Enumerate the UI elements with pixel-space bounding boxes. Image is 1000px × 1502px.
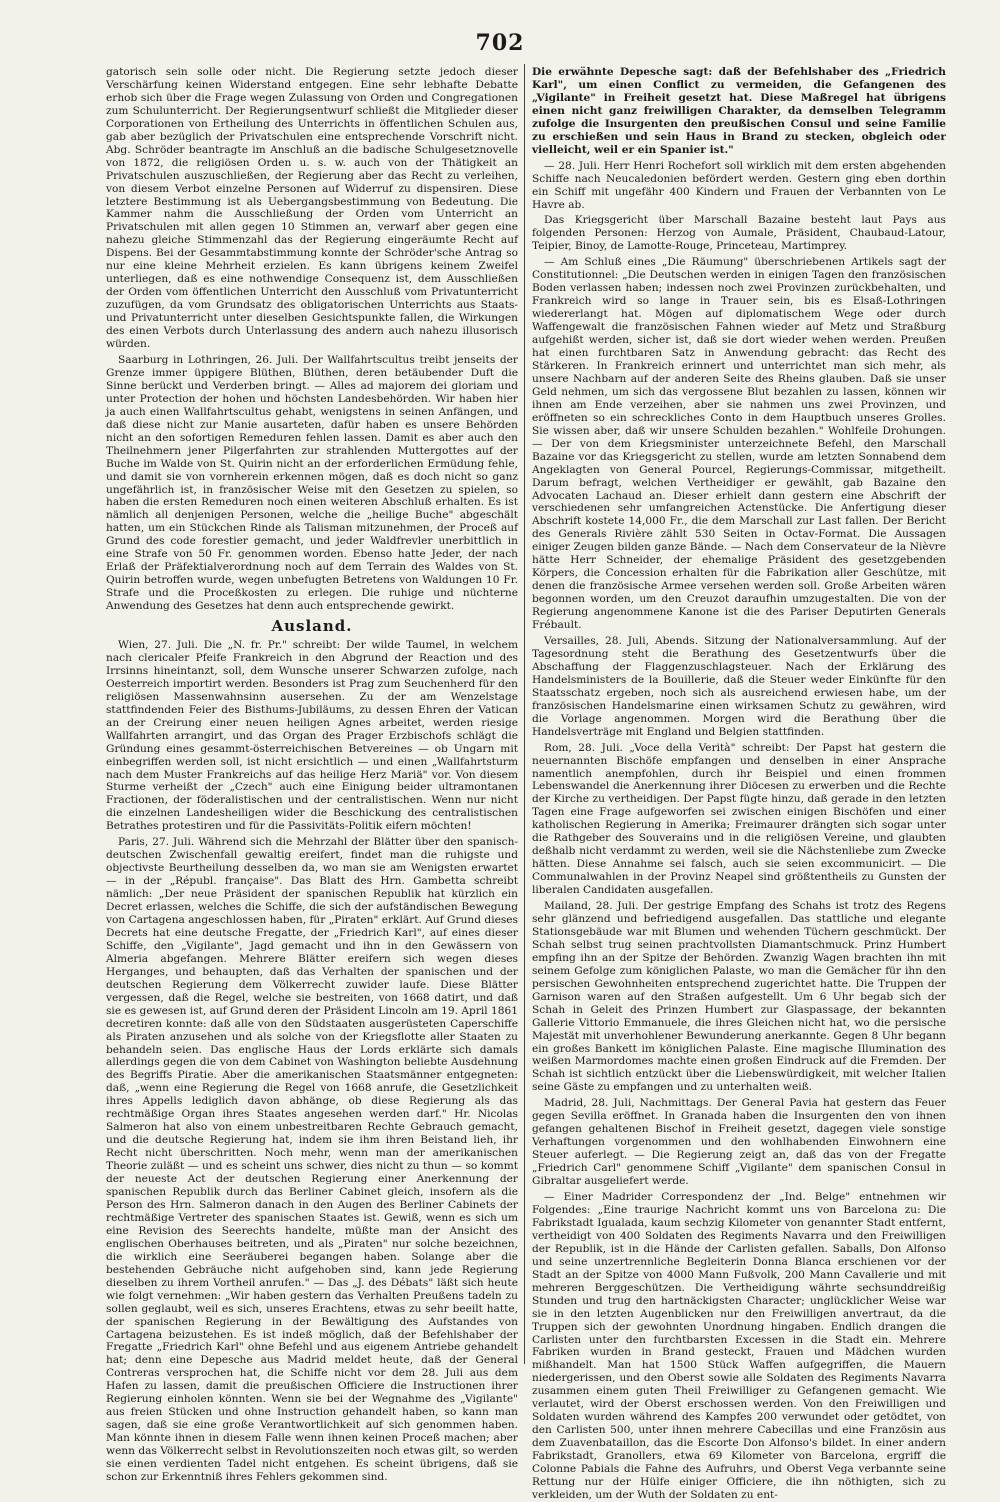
article-paragraph: Die erwähnte Depesche sagt: daß der Befehlshaber des „Friedrich Karl", um einen Conflict zu vermeiden, die Gefangenen des „Vigilante" in Freiheit gesetzt hat. Diese Maßregel hat übrigens einen nicht ganz freiwilligen Charakter, da demselben Telegramm zufolge die Insurgenten den preußischen Consul und seine Familie zu erschießen und sein Haus in Brand zu stecken, obgleich oder vielleicht, weil er ein Spanier ist.": [532, 66, 946, 156]
left-column: [106, 66, 518, 1483]
article-paragraph: gatorisch sein solle oder nicht. Die Regierung setzte jedoch dieser Verschärfung keinen Widerstand entgegen. Eine sehr lebhafte Debatte erhob sich über die Frage wegen Zulassung von Orden und Congregationen zum Schulunterricht. Der Regierungsentwurf schließt die Mitglieder dieser Corporationen von Ertheilung des Unterrichts in öffentlichen Schulen aus, gab aber bezüglich der Privatschulen eine entsprechende Vorschrift nicht. Abg. Schröder beantragte im Anschluß an die badische Schulgesetznovelle von 1872, die religiösen Orden u. s. w. auch von der Thätigkeit an Privatschulen auszuschließen, der Regierung aber das Recht zu verleihen, von diesem Verbot einzelne Personen auf Widerruf zu dispensiren. Diese letztere Bestimmung ist als Uebergangsbestimmung von Bedeutung. Die Kammer nahm die Ausschließung der Orden vom Unterricht an Privatschulen mit allen gegen 10 Stimmen an, verwarf aber gegen eine nahezu gleiche Stimmenzahl das der Regierung eingeräumte Recht auf Dispens. Bei der Gesammtabstimmung konnte der Schröder'sche Antrag so nur eine kleine Mehrheit erzielen. Es kann übrigens keinem Zweifel unterliegen, daß es eine nothwendige Consequenz ist, dem Ausschließen der Orden vom öffentlichen Unterricht den Ausschluß vom Privatunterricht zuzufügen, da vom Grundsatz des obligatorischen Unterrichts aus Staats- und Privatunterricht unter dieselben Gesichtspunkte fallen, die Wirkungen des einen Verbots durch Unterlassung des andern auch nahezu illusorisch würden.: [106, 66, 518, 351]
page-number: 702: [475, 30, 525, 56]
article-paragraph: Paris, 27. Juli. Während sich die Mehrzahl der Blätter über den spanisch-deutschen Zwischenfall gewaltig ereifert, findet man die ruhigste und objectivste Beurtheilung desselben da, wo man sie am Wenigsten erwartet — in der „Républ. française". Das Blatt des Hrn. Gambetta schreibt nämlich: „Der neue Präsident der spanischen Republik hat kürzlich ein Decret erlassen, welches die Schiffe, die sich der aufständischen Bewegung von Cartagena angeschlossen haben, für „Piraten" erklärt. Auf Grund dieses Decrets hat eine deutsche Fregatte, der „Friedrich Karl", auf eines dieser Schiffe, den „Vigilante", Jagd gemacht und ihn in den Gewässern von Almeria abgefangen. Mehrere Blätter ereifern sich wegen dieses Herganges, und behaupten, daß das Verhalten der spanischen und der deutschen Regierung dem Völkerrecht zuwider laufe. Diese Blätter vergessen, daß die Regel, welche sie bestreiten, von 1668 datirt, und daß sie es gewesen ist, auf Grund deren der Präsident Lincoln am 19. April 1861 decretiren konnte: daß alle von den Südstaaten ausgerüsteten Caperschiffe als Piraten anzusehen und als solche von der Kriegsflotte aller Staaten zu behandeln seien. Das englische Haus der Lords erklärte sich damals allerdings gegen die von dem Cabinet von Washington beliebte Ausdehnung des Begriffs Piratie. Aber die amerikanischen Staatsmänner entgegneten: daß, „wenn eine Regierung die Regel von 1668 anrufe, die Gesetzlichkeit ihres Appells lediglich davon abhänge, ob diese Regierung als das rechtmäßige Organ ihres Staates angesehen werden darf." Hr. Nicolas Salmeron hat also von einem unbestreitbaren Rechte Gebrauch gemacht, und die deutsche Regierung hat, indem sie ihm ihren Beistand lieh, ihr Recht nicht überschritten. Noch mehr, wenn man der amerikanischen Theorie zuläßt — und es scheint uns schwer, dies nicht zu thun — so kommt der neueste Act der deutschen Regierung einer Anerkennung der spanischen Republik durch das Berliner Cabinet gleich, insofern als die Person des Hrn. Salmeron danach in den Augen des Berliner Cabinets der rechtmäßige Vertreter des spanischen Staates ist. Gewiß, wenn es sich um eine Revision des Seerechts handelte, müßte man der Ansicht des englischen Oberhauses beitreten, und als „Piraten" nur solche bezeichnen, die wirklich eine Seeräuberei begangen haben. Solange aber die bestehenden Gebräuche nicht aufgehoben sind, kann jede Regierung dieselben zu ihrem Vortheil anrufen." — Das „J. des Débats" läßt sich heute wie folgt vernehmen: „Wir haben gestern das Verhalten Preußens tadeln zu sollen geglaubt, weil es sich, unseres Erachtens, etwas zu sehr beeilt hatte, der spanischen Regierung in der Bewältigung des Aufstandes von Cartagena beizustehen. Es ist indeß möglich, daß der Befehlshaber der Fregatte „Friedrich Karl" ohne Befehl und aus eigenem Antriebe gehandelt hat; denn eine Depesche aus Madrid meldet heute, daß der General Contreras versprochen hat, die Schiffe nicht vor dem 28. Juli aus dem Hafen zu lassen, damit die preußischen Officiere die Instructionen ihrer Regierung einholen könnten. Wenn sie bei der Wegnahme des „Vigilante" aus freien Stücken und ohne Instruction gehandelt haben, so kann man sagen, daß sie eine große Verantwortlichkeit auf sich genommen haben. Man könnte ihnen in diesem Falle wenn ihnen keinen Proceß machen; aber wenn das Völkerrecht selbst in Revolutionszeiten noch etwas gilt, so werden sie einen verdienten Tadel nicht entgehen. Es scheint übrigens, daß sie schon zur Erkenntniß ihres Fehlers gekommen sind.: [106, 836, 518, 1483]
article-paragraph: Das Kriegsgericht über Marschall Bazaine besteht laut Pays aus folgenden Personen: Herzog von Aumale, Präsident, Chaubaud-Latour, Teipier, Binoy, de Lamotte-Rouge, Princeteau, Martimprey.: [532, 214, 946, 253]
article-paragraph: — Einer Madrider Correspondenz der „Ind. Belge" entnehmen wir Folgendes: „Eine traurige Nachricht kommt uns von Barcelona zu: Die Fabrikstadt Igualada, kaum sechzig Kilometer von genannter Stadt entfernt, vertheidigt von 400 Soldaten des Regiments Navarra und den Freiwilligen der Republik, ist in die Hände der Carlisten gefallen. Saballs, Don Alfonso und seine unzertrennliche Begleiterin Donna Blanca erschienen vor der Stadt an der Spitze von 4000 Mann Fußvolk, 200 Mann Cavallerie und mit mehreren Berggeschützen. Die Vertheidigung währte sechsunddreißig Stunden und trug den hartnäckigsten Character; unglücklicher Weise war sie in den letzten Augenblicken nur den Freiwilligen anvertraut, da die Truppen sich der gewohnten Unordnung hingaben. Endlich drangen die Carlisten unter den furchtbarsten Excessen in die Stadt ein. Mehrere Fabriken wurden in Brand gesteckt, Frauen und Mädchen wurden mißhandelt. Man hat 1500 Stück Waffen aufgegriffen, die Mauern niedergerissen, und den Oberst sowie alle Soldaten des Regiments Navarra zusammen einem guten Theil Freiwilliger zu Gefangenen gemacht. Wie verlautet, wird der Oberst erschossen werden. Von den Freiwilligen und Soldaten wurden während des Kampfes 200 verwundet oder getödtet, von den Carlisten 500, unter ihnen mehrere Cabecillas und eine Französin aus dem Zuavenbataillon, das die Escorte Don Alfonso's bildet. In einer andern Fabrikstadt, Granollers, etwa 69 Kilometer von Barcelona, ergriff die Colonne Pabials die Fahne des Aufruhrs, und Oberst Vega verbannte seine Rettung nur der Hülfe einiger Officiere, die ihn nöthigten, sich zu verkleiden, um der Wuth der Soldaten zu ent-: [532, 1191, 946, 1501]
column-divider: [524, 64, 525, 1364]
article-paragraph: Madrid, 28. Juli, Nachmittags. Der General Pavia hat gestern das Feuer gegen Sevilla eröffnet. In Granada haben die Insurgenten den von ihnen gefangen gehaltenen Bischof in Freiheit gesetzt, dagegen viele sonstige Verhaftungen vorgenommen und den wohlhabenden Einwohnern eine Steuer auferlegt. — Die Regierung zeigt an, daß das von der Fregatte „Friedrich Carl" genommene Schiff „Vigilante" dem spanischen Consul in Gibraltar ausgeliefert werde.: [532, 1097, 946, 1188]
article-paragraph: Mailand, 28. Juli. Der gestrige Empfang des Schahs ist trotz des Regens sehr glänzend und befriedigend ausgefallen. Das stattliche und elegante Stationsgebäude war mit Blumen und wehenden Tüchern geschmückt. Der Schah selbst trug seinen prachtvollsten Diamantschmuck. Prinz Humbert empfing ihn an der Spitze der Behörden. Zwanzig Wagen brachten ihn mit seinem Gefolge zum königlichen Palaste, wo man die Gemächer für ihn den persischen Gewohnheiten entsprechend zugerichtet hatte. Die Truppen der Garnison waren auf den Straßen aufgestellt. Um 6 Uhr begab sich der Schah in Geleit des Prinzen Humbert zur Glaspassage, der bekannten Gallerie Vittorio Emmanuele, die ihres Gleichen nicht hat, wo die persische Majestät mit unverhohlener Bewunderung anerkannte. Gegen 8 Uhr begann ein großes Bankett im königlichen Palaste. Eine magische Illumination des weißen Marmordomes machte einen großen Eindruck auf die Fremden. Der Schah ist sichtlich entzückt über die Liebenswürdigkeit, mit welcher Italien seine Gäste zu empfangen und zu unterhalten weiß.: [532, 900, 946, 1094]
article-paragraph: — 28. Juli. Herr Henri Rochefort soll wirklich mit dem ersten abgehenden Schiffe nach Neucaledonien befördert werden. Gestern ging eben dorthin ein Schiff mit ungefähr 400 Kindern und Frauen der Verbannten von Le Havre ab.: [532, 159, 946, 211]
article-paragraph: Versailles, 28. Juli, Abends. Sitzung der Nationalversammlung. Auf der Tagesordnung steht die Berathung des Gesetzentwurfs über die Abschaffung der Flaggenzuschlagsteuer. Nach der Erklärung des Handelsministers de la Bouillerie, daß die Steuer weder Einkünfte für den Staatsschatz ergeben, noch sich als ausreichend erwiesen habe, um der französischen Handelsmarine einen wirksamen Schutz zu gewähren, wird die Vorlage angenommen. Morgen wird die Berathung über die Handelsverträge mit England und Belgien stattfinden.: [532, 634, 946, 738]
article-paragraph: Saarburg in Lothringen, 26. Juli. Der Wallfahrtscultus treibt jenseits der Grenze immer üppigere Blüthen, Blüthen, deren betäubender Duft die Sinne berückt und Verderben bringt. — Alles ad majorem dei gloriam und unter Protection der hohen und höchsten Landesbehörden. Wir haben hier ja auch einen Wallfahrtscultus gehabt, wenigstens in seinen Anfängen, und daß diese nicht zur Manie ausarteten, dafür haben es unsere Behörden nicht an den sofortigen Remeduren fehlen lassen. Damit es aber auch den Theilnehmern jener Pilgerfahrten zur strahlenden Muttergottes auf der Buche im Walde von St. Quirin nicht an der erforderlichen Ermüdung fehle, und damit sie von vornherein erkennen mögen, daß es doch nicht so ganz ungefährlich ist, in französischer Weise mit den Gesetzen zu spielen, so haben die ersten Remeduren noch einen weiteren Abschluß erhalten. Es ist nämlich all denjenigen Personen, welche die „heilige Buche" abgeschält hatten, um ein Stückchen Rinde als Talisman mitzunehmen, der Proceß auf Grund des code forestier gemacht, und jeder Waldfrevler unerbittlich in eine Strafe von 50 Fr. genommen worden. Ebenso hatte Jeder, der nach Erlaß der Präfektialverordnung noch auf dem Terrain des Waldes von St. Quirin betroffen wurde, wegen unbefugten Betretens von Waldungen 10 Fr. Strafe und die Proceßkosten zu erlegen. Die ruhige und nüchterne Anwendung des Gesetzes hat denn auch entsprechende gewirkt.: [106, 353, 518, 613]
article-paragraph: Rom, 28. Juli. „Voce della Verità" schreibt: Der Papst hat gestern die neuernannten Bischöfe empfangen und denselben in einer Ansprache namentlich anempfohlen, durch ihr Beispiel und einen frommen Lebenswandel die Anerkennung ihrer Diöcesen zu erwerben und die Rechte der Kirche zu vertheidigen. Der Papst fügte hinzu, daß gerade in den letzten Tagen eine Frage aufgeworfen sei zwischen einigen Bischöfen und einer katholischen Regierung in Amerika; Freimaurer drängten sich sogar unter die Rathgeber des Souverains und in die religiösen Vereine, und glaubten deßhalb nicht verdammt zu werden, weil sie die Nächstenliebe zum Zwecke hätten. Diese Annahme sei falsch, auch sie seien excommunicirt. — Die Communalwahlen in der Provinz Neapel sind größtentheils zu Gunsten der liberalen Candidaten ausgefallen.: [532, 741, 946, 897]
section-heading-ausland: Ausland.: [271, 617, 353, 636]
article-paragraph: Wien, 27. Juli. Die „N. fr. Pr." schreibt: Der wilde Taumel, in welchem nach clericaler Pfeife Frankreich in den Abgrund der Reaction und des Irrsinns hineintanzt, soll, dem Wunsche unserer Schwarzen zufolge, nach Oesterreich importirt werden. Besonders ist Prag zum Seuchenherd für den religiösen Massenwahnsinn ausersehen. Zu der am Wenzelstage stattfindenden Feier des Bisthums-Jubiläums, zu dessen Ehren der Vatican an der Creirung einer neuen heiligen Agnes arbeitet, werden riesige Wallfahrten arrangirt, und das Organ des Prager Erzbischofs schlägt die Gründung eines gesammt-österreichischen Betvereines — ob Ungarn mit einbegriffen werden soll, ist nicht ersichtlich — und einen „Wallfahrtsturm nach dem Muster Frankreichs auf das heilige Herz Mariä" vor. Von diesem Sturme verheißt der „Czech" auch eine Einigung beider ultramontanen Fractionen, der föderalistischen und der centralistischen. Wenn nur nicht die einzelnen Landesheiligen wider die Beschickung des centralistischen Betrathes protestiren und für die Passivitäts-Politik eifern möchten!: [106, 638, 518, 833]
right-column: [532, 66, 946, 1501]
article-paragraph: — Am Schluß eines „Die Räumung" überschriebenen Artikels sagt der Constitutionnel: „Die Deutschen werden in einigen Tagen den französischen Boden verlassen haben; indessen noch zwei Provinzen zurückbehalten, und Frankreich wird so lange in Trauer sein, bis es Elsaß-Lothringen wiedererlangt hat. Mögen auf diplomatischem Wege oder durch Waffengewalt die französischen Fahnen wieder auf Metz und Straßburg aufgehißt werden, sicher ist, daß sie dort wieder wehen werden. Preußen hat einen furchtbaren Satz in Anwendung gebracht: das Recht des Stärkeren. In Frankreich erinnert und unterrichtet man sich mehr, als unsere Nachbarn auf der anderen Seite des Rheins glauben. Daß sie unser Geld nehmen, um sich das vergossene Blut bezahlen zu lassen, können wir ihnen am Ende verzeihen, aber sie nahmen uns zwei Provinzen, und eröffneten so ein schreckliches Conto in dem Hauptbuch unseres Grolles. Sie wissen aber, daß wir unsere Schulden bezahlen." Wohlfeile Drohungen. — Der von dem Kriegsminister unterzeichnete Befehl, den Marschall Bazaine vor das Kriegsgericht zu stellen, wurde am letzten Sonnabend dem Angeklagten von General Pourcel, Regierungs-Commissar, mitgetheilt. Darum befragt, welchen Vertheidiger er gewählt, gab Bazaine den Advocaten Lachaud an. Dieser erhielt dann gestern eine Abschrift der verschiedenen sehr umfangreichen Actenstücke. Die Anfertigung dieser Abschrift kostete 14,000 Fr., die dem Marschall zur Last fallen. Der Bericht des Generals Rivière zählt 530 Seiten in Octav-Format. Die Aussagen einiger Zeugen bilden ganze Bände. — Nach dem Conservateur de la Nièvre hätte Herr Schneider, der ehemalige Präsident des gesetzgebenden Körpers, die Concession erhalten für die Fabrikation aller Geschütze, mit denen die französische Armee versehen werden soll. Große Arbeiten wären begonnen worden, um den Creuzot daraufhin umzugestalten. Die von der Regierung angenommene Kanone ist die des Pariser Deputirten Generals Frébault.: [532, 256, 946, 632]
